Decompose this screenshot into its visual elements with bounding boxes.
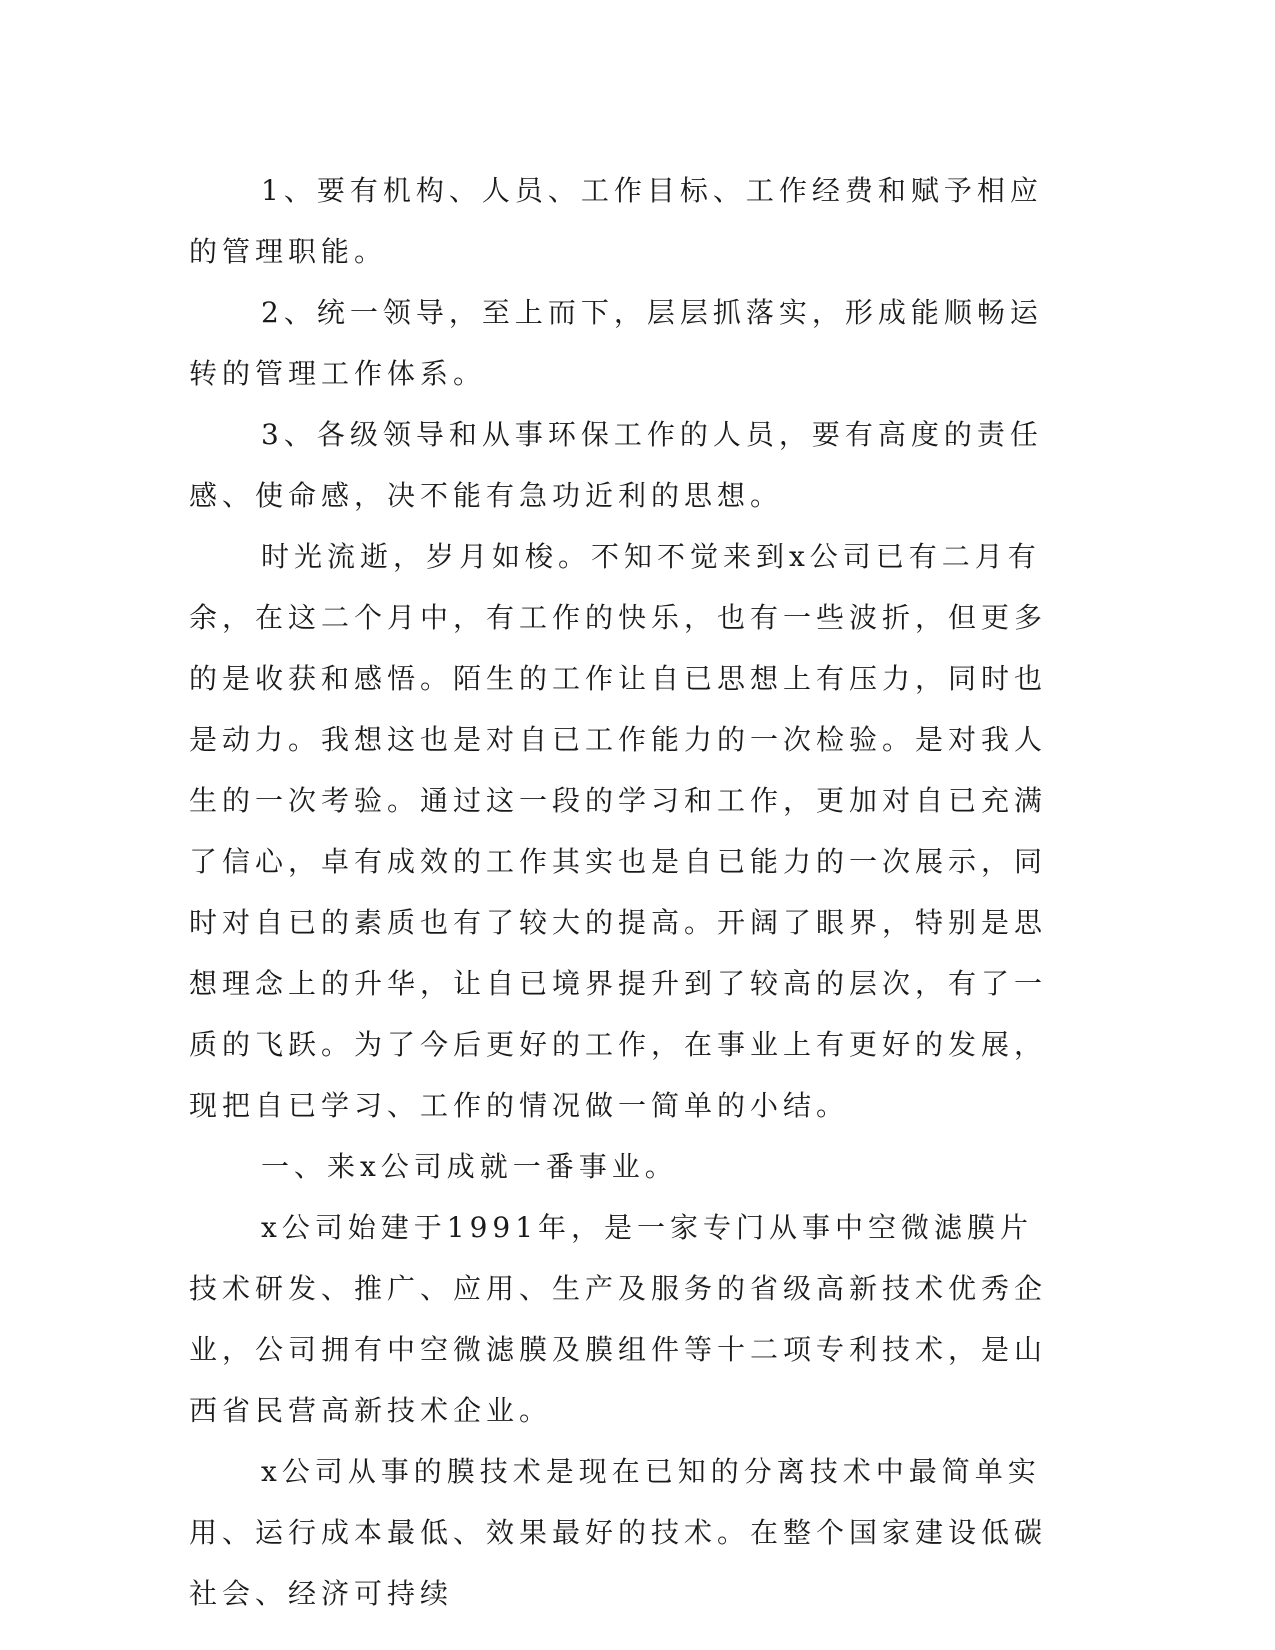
paragraph-2: 2、统一领导，至上而下，层层抓落实，形成能顺畅运转的管理工作体系。 [189, 296, 1043, 390]
section-heading: 一、来x公司成就一番事业。 [261, 1150, 678, 1183]
paragraph-4: 时光流逝，岁月如梭。不知不觉来到x公司已有二月有余，在这二个月中，有工作的快乐，也有一些波折，但更多的是收获和感悟。陌生的工作让自已思想上有压力，同时也是动力。我想这也是对自已工作能力的一次检验。是对我人生的一次考验。通过这一段的学习和工作，更加对自已充满了信心，卓有成效的工作其实也是自已能力的一次展示，同时对自已的素质也有了较大的提高。开阔了眼界，特别是思想理念上的升华，让自已境界提升到了较高的层次，有了一质的飞跃。为了今后更好的工作，在事业上有更好的发展，现把自已学习、工作的情况做一简单的小结。 [189, 540, 1048, 1122]
document-body [189, 160, 1059, 1624]
paragraph-1: 1、要有机构、人员、工作目标、工作经费和赋予相应的管理职能。 [189, 174, 1043, 268]
paragraph-6: x公司从事的膜技术是现在已知的分离技术中最简单实用、运行成本最低、效果最好的技术。在整个国家建设低碳社会、经济可持续 [189, 1455, 1048, 1610]
paragraph-5: x公司始建于1991年，是一家专门从事中空微滤膜片技术研发、推广、应用、生产及服务的省级高新技术优秀企业，公司拥有中空微滤膜及膜组件等十二项专利技术，是山西省民营高新技术企业。 [189, 1211, 1048, 1427]
paragraph-3: 3、各级领导和从事环保工作的人员，要有高度的责任感、使命感，决不能有急功近利的思想。 [189, 418, 1043, 512]
